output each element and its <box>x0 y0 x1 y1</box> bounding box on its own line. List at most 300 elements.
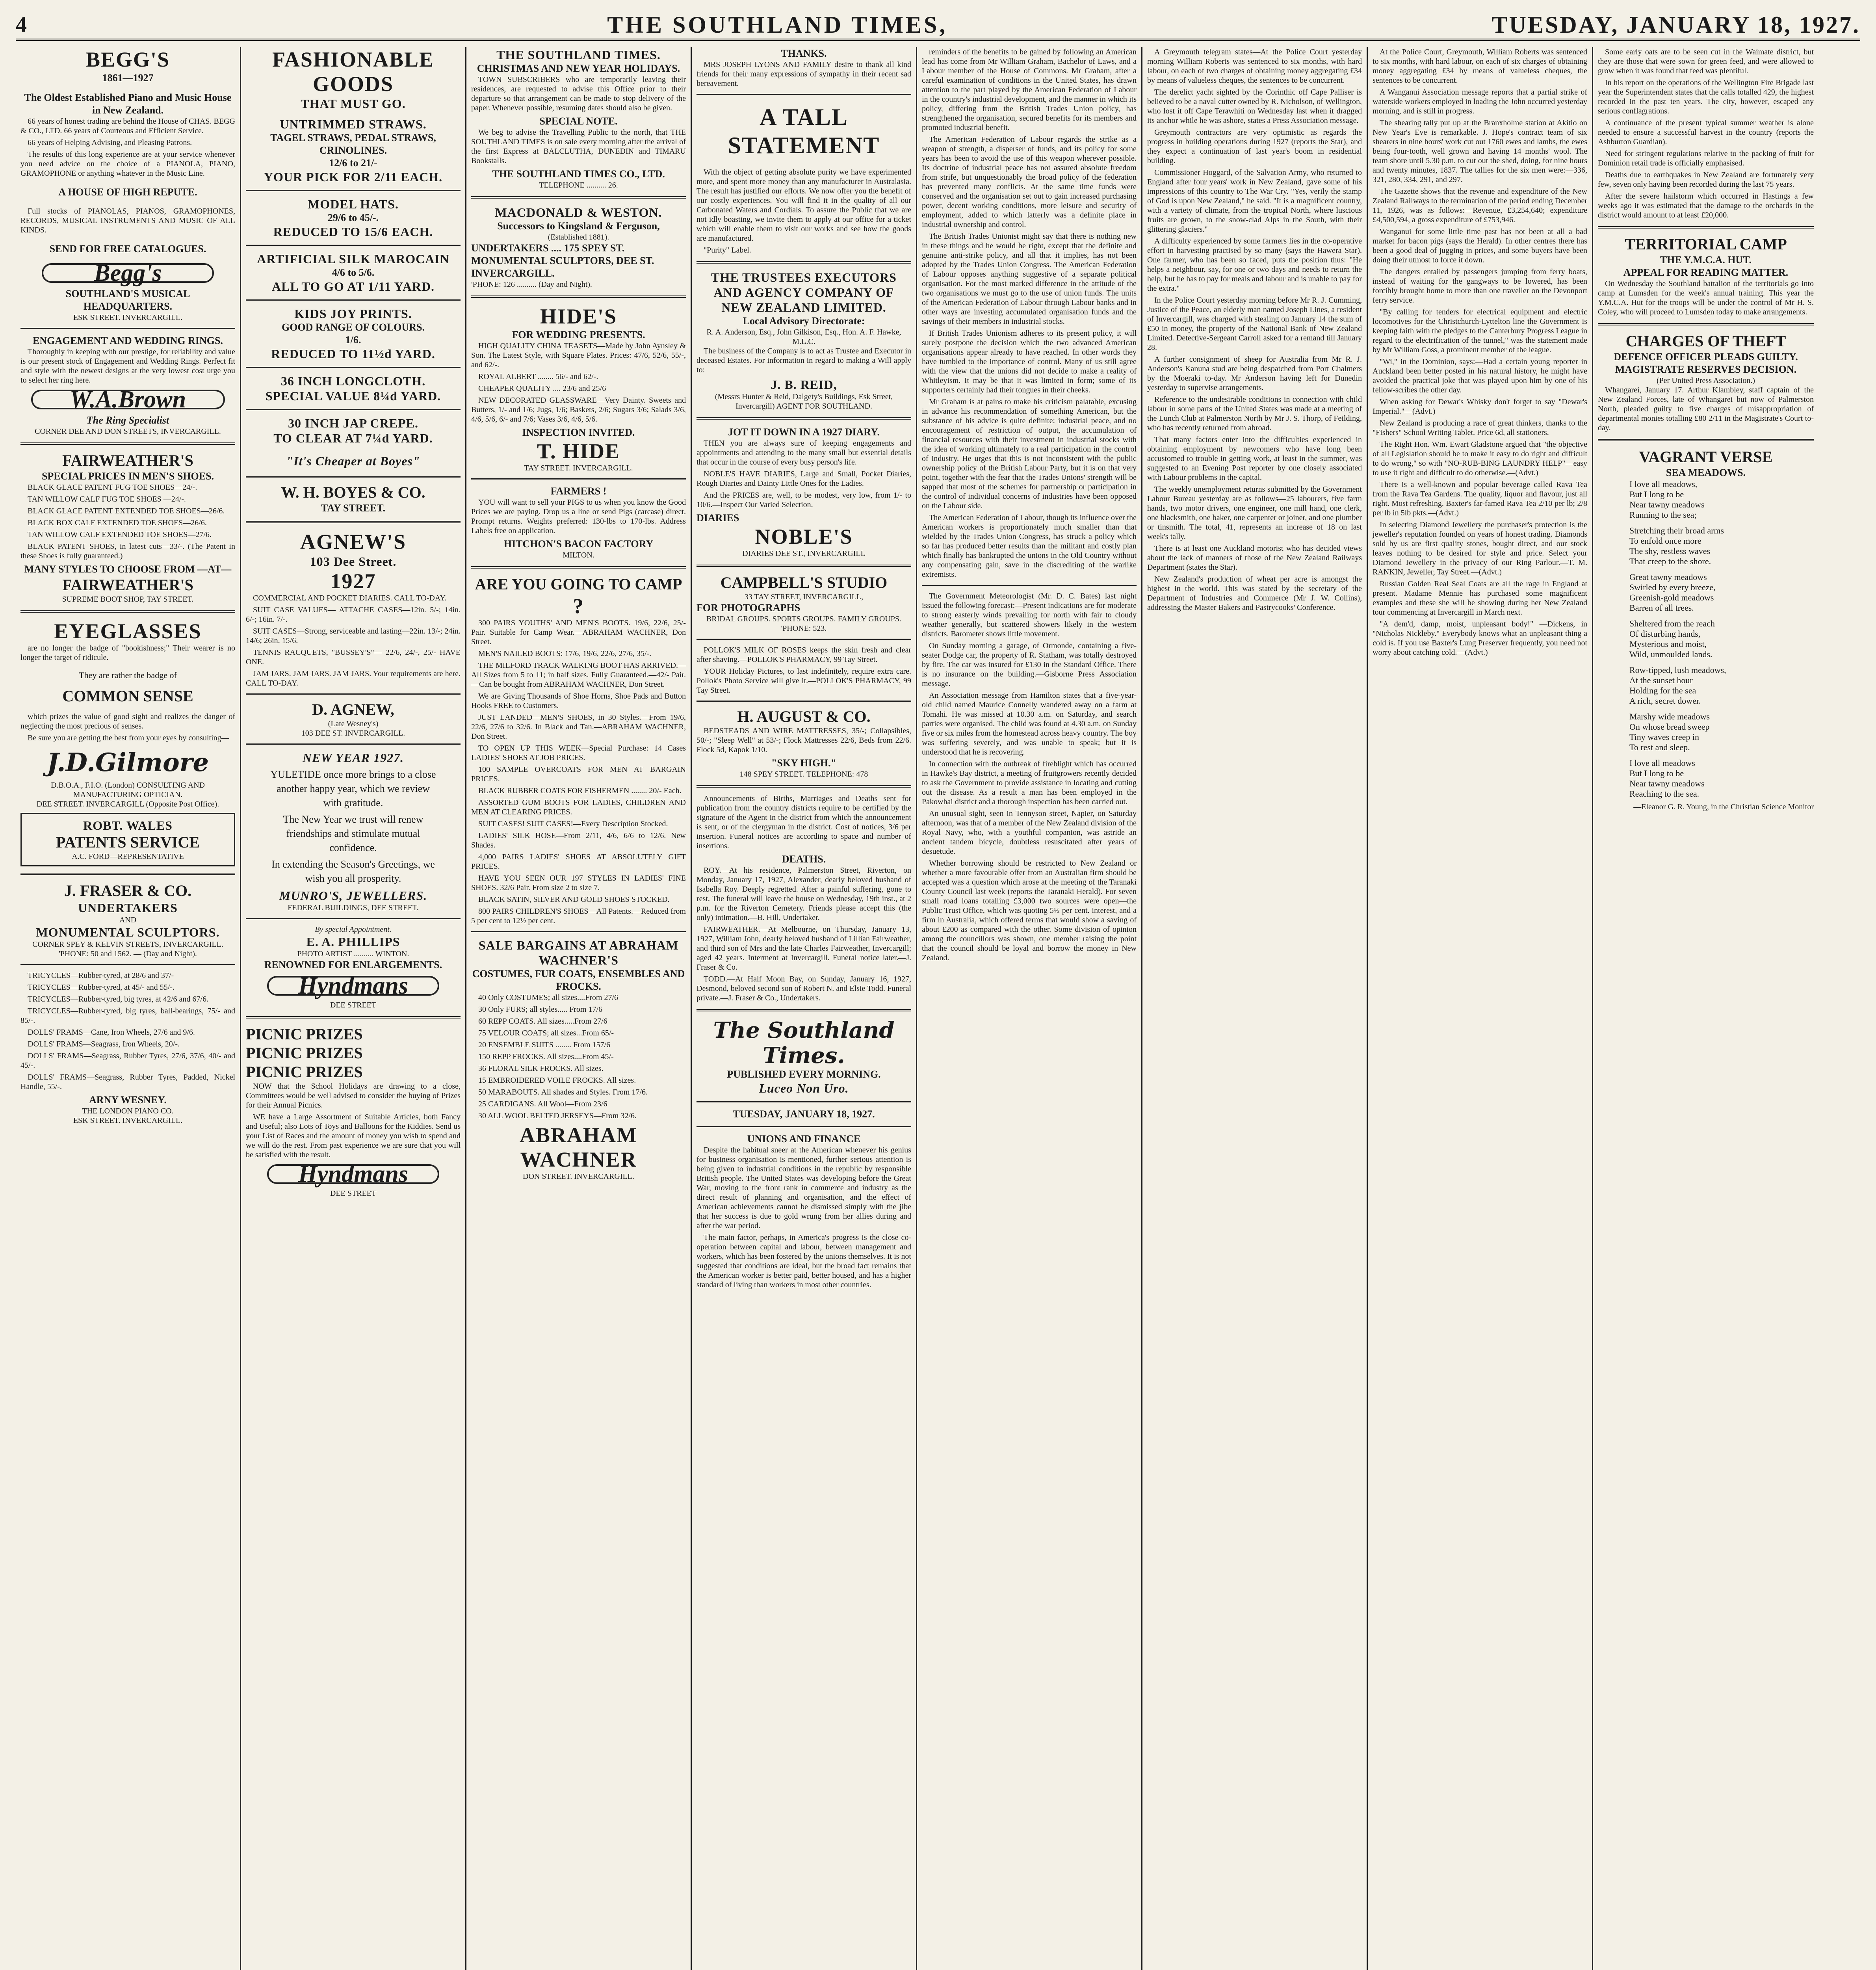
article-text: An unusual sight, seen in Tennyson street, Napier, on Saturday afternoon, was that of a member of the New Zealand division of the Royal Navy, who, with a youthful companion, was astride an ancient tandem bicycle, doubtless resuscitated after years of desuetude. <box>922 809 1137 856</box>
phillips-appointment: By special Appointment. <box>315 925 392 934</box>
wachner-text: THE MILFORD TRACK WALKING BOOT HAS ARRIVED.—All Sizes from 5 to 11; in half sizes. Fully Guaranteed.—42/- Pair.—Can be bought from ABRAHAM WACHNER, Don Street. <box>471 661 686 689</box>
territorial-text: On Wednesday the Southland battalion of the territorials go into camp at Lumsden for the week's annual training. This year the Y.M.C.A. Hut for the troops will be under the control of Mr H. S. Coley, who will proceed to Lumsden today to make arrangements. <box>1598 279 1814 316</box>
august-text: BEDSTEADS AND WIRE MATTRESSES, 35/-; Collapsibles, 50/-; "Sleep Well" at 53/-; Flock Mattresses 22/6, Beds from 22/6. Flock 5d, Kapok 1/10. <box>697 727 911 754</box>
article-text: A continuance of the present typical summer weather is alone needed to ensure a successful harvest in the country (reports the Ashburton Guardian). <box>1598 119 1814 146</box>
boyes-street: TAY STREET. <box>321 502 386 514</box>
model-hats: MODEL HATS. <box>308 197 399 211</box>
fraser-undertakers: UNDERTAKERS <box>78 901 178 915</box>
notice-text: We beg to advise the Travelling Public to the north, that THE SOUTHLAND TIMES is on sale every morning after the arrival of the first Express at BALCLUTHA, DUNEDIN and TIMARU Bookstalls. <box>471 128 686 165</box>
article-text: In connection with the outbreak of fireblight which has occurred in Hawke's Bay district, a meeting of fruitgrowers recently decided to ask the Government to provide assistance in locating and cutting out the disease. As a result a man has been employed in the Pakowhai district and a thorough inspection has been carried out. <box>922 760 1137 806</box>
flag-motto: Luceo Non Uro. <box>759 1081 849 1095</box>
article-text: In his report on the operations of the Wellington Fire Brigade last year the Superintendent states that the calls totalled 429, the highest recorded in the past ten years. The city, however, escaped any serious conflagrations. <box>1598 78 1814 115</box>
death-notice: FAIRWEATHER.—At Melbourne, on Thursday, January 13, 1927, William John, dearly beloved husband of Lillian Fairweather, and third son of Mrs and the late Charles Fairweather, Invercargill; aged 42 years. Interment at Invercargill. Funeral notice later.—J. Fraser & Co. <box>697 925 911 972</box>
list-item: BLACK BOX CALF EXTENDED TOE SHOES—26/6. <box>28 519 207 527</box>
divider <box>20 873 235 875</box>
article-text: Reference to the undesirable conditions in connection with child labour in some parts of the United States was made at a meeting of the Lunch Club at Palmerston North by Mr J. S. Thorp, of Feilding, who has recently returned from abroad. <box>1147 395 1362 432</box>
trustees-sub: Local Advisory Directorate: <box>743 315 865 327</box>
hide-text: HIGH QUALITY CHINA TEASETS—Made by John Aynsley & Son. The Latest Style, with Square Plates. Prices: 47/6, 52/6, 55/-, and 62/-. <box>471 342 686 369</box>
macdonald-est: (Established 1881). <box>548 233 609 242</box>
campbell-for: FOR PHOTOGRAPHS <box>697 602 801 613</box>
hide-text: CHEAPER QUALITY .... 23/6 and 25/6 <box>478 384 606 393</box>
beggs-hq: SOUTHLAND'S MUSICAL HEADQUARTERS. <box>65 288 190 312</box>
poem-line: On whose bread sweep <box>1629 722 1710 732</box>
macdonald-undertakers: UNDERTAKERS .... 175 SPEY ST. <box>471 242 625 254</box>
unions-heading: UNIONS AND FINANCE <box>747 1133 861 1145</box>
article-text: The Government Meteorologist (Mr. D. C. Bates) last night issued the following forecast:—Present indications are for moderate to strong easterly winds prevailing for north with fair to cloudy weather generally, but scattered showers likely in the western districts. Barometer shows little movement. <box>922 592 1137 638</box>
list-item: 25 CARDIGANS. All Wool—From 23/6 <box>478 1100 607 1108</box>
article-text: At the Police Court, Greymouth, William Roberts was sentenced to six months, with hard labour, on each of six charges of obtaining money aggregating £34 by means of valueless cheques, the sentences to be concurrent. <box>1373 48 1587 85</box>
price: 4/6 to 5/6. <box>332 267 375 278</box>
pollok-text: YOUR Holiday Pictures, to last indefinitely, require extra care. Pollok's Photo Service will give it.—POLLOK'S PHARMACY, 99 Tay Street. <box>697 667 911 695</box>
price: 12/6 to 21/- <box>329 157 377 169</box>
list-item: 60 REPP COATS. All sizes.....From 27/6 <box>478 1017 607 1026</box>
poem-line: To enfold once more <box>1629 536 1701 546</box>
article-text: "By calling for tenders for electrical equipment and electric locomotives for the Christchurch-Lyttelton line the Government is keeping faith with the pledges to the Canterbury Progress League in regard to the electrification of the tunnel," was the statement made by Mr William Goss, a prominent member of the league. <box>1373 308 1587 354</box>
farmers-text: YOU will want to sell your PIGS to us when you know the Good Prices we are paying. Drop us a line or send Pigs (carcase) direct. Prompt returns. Weights preferred: 130-lbs to 170-lbs. Address Labels free on application. <box>471 498 686 535</box>
poem-line: Of disturbing hands, <box>1629 629 1701 639</box>
eyeglasses-text-3: which prizes the value of good sight and realizes the danger of neglecting the most precious of senses. <box>20 712 235 730</box>
price: 1/6. <box>345 334 361 346</box>
article-text: The weekly unemployment returns submitted by the Government Labour Bureau yesterday are as follows—25 labourers, five farm hands, two motor drivers, one engineer, one mill hand, one clerk, one blacksmith, one baker, one carpenter or joiner, and one plumber or tinsmith. The total, 41, represents an increase of 18 on last week's tally. <box>1147 485 1362 541</box>
fashionable-sub: THAT MUST GO. <box>301 97 406 111</box>
gilmore-logo: J.D.Gilmore <box>46 748 209 777</box>
trustees-heading: THE TRUSTEES EXECUTORS AND AGENCY COMPANY OF NEW ZEALAND LIMITED. <box>711 270 897 314</box>
dagnew-address: 103 DEE ST. INVERCARGILL. <box>301 729 405 738</box>
divider <box>20 442 235 445</box>
fairweather-name: FAIRWEATHER'S <box>62 576 193 594</box>
deaths-heading: DEATHS. <box>782 853 826 865</box>
wachner-text: BLACK SATIN, SILVER AND GOLD SHOES STOCKED. <box>478 895 670 904</box>
tall-end: "Purity" Label. <box>704 246 751 255</box>
fairweather-list <box>20 483 235 561</box>
beggs-text-2: 66 years of Helping Advising, and Pleasing Patrons. <box>28 138 192 147</box>
death-notice: TODD.—At Half Moon Bay, on Sunday, January 16, 1927, Desmond, beloved second son of Robert N. and Elsie Todd. Funeral private.—J. Fraser & Co., Undertakers. <box>697 975 911 1002</box>
divider <box>20 328 235 329</box>
flag-published: PUBLISHED EVERY MORNING. <box>727 1069 881 1080</box>
picnic-text: NOW that the School Holidays are drawing to a close, Committees would be well advised to consider the buying of Prizes for their Annual Picnics. <box>246 1082 461 1110</box>
poem-line: But I long to be <box>1629 489 1684 499</box>
article-text: Some early oats are to be seen cut in the Waimate district, but they are those that were sown for green feed, and were allowed to grow when it was found that feed was plentiful. <box>1598 48 1814 75</box>
list-item: 30 Only FURS; all styles..... From 17/6 <box>478 1005 603 1014</box>
beggs-text-1: 66 years of honest trading are behind the House of CHAS. BEGG & CO., LTD. 66 years of Courteous and Efficient Service. <box>20 117 235 135</box>
phillips-sub: PHOTO ARTIST .......... WINTON. <box>297 950 409 958</box>
agnew-heading: AGNEW'S <box>300 530 407 554</box>
article-text: A Wanganui Association message reports that a partial strike of waterside workers employed in loading the John occurred yesterday morning, and is still in progress. <box>1373 88 1587 115</box>
wales-service: PATENTS SERVICE <box>56 833 200 851</box>
piano-co: THE LONDON PIANO CO. <box>82 1107 174 1115</box>
picnic-heading: PICNIC PRIZES <box>246 1025 363 1043</box>
agnew-text: COMMERCIAL AND POCKET DIARIES. CALL TO-DAY. <box>253 594 447 602</box>
theft-sub-2: MAGISTRATE RESERVES DECISION. <box>1615 364 1797 375</box>
august-heading: H. AUGUST & CO. <box>737 708 871 725</box>
poem-line: Row-tipped, lush meadows, <box>1629 665 1726 675</box>
phillips-renowned: RENOWNED FOR ENLARGEMENTS. <box>264 959 442 970</box>
august-sky: "SKY HIGH." <box>771 757 837 769</box>
poem-line <box>1629 706 1814 712</box>
sale-sub: COSTUMES, FUR COATS, ENSEMBLES AND FROCKS. <box>472 968 685 992</box>
list-item: TRICYCLES—Rubber-tyred, big tyres, at 42/6 and 67/6. <box>28 995 208 1004</box>
st-company: THE SOUTHLAND TIMES CO., LTD. <box>492 168 665 180</box>
death-notice: ROY.—At his residence, Palmerston Street, Riverton, on Monday, January 17, 1927, Alexander, dearly beloved husband of Isabella Roy. Deeply regretted. After a painful suffering, gone to rest. The funeral will leave the house on Wednesday, 19th inst., at 2 p.m. for the Riverton Cemetery. Friends please accept this (the only) intimation.—B. Hill, Undertaker. <box>697 866 911 922</box>
flag-name: The Southland Times. <box>713 1017 895 1069</box>
hide-heading: HIDE'S <box>540 305 617 328</box>
list-item: 40 Only COSTUMES; all sizes....From 27/6 <box>478 993 619 1002</box>
wachner-text: ASSORTED GUM BOOTS FOR LADIES, CHILDREN AND MEN AT CLEARING PRICES. <box>471 798 686 816</box>
article-text: The American Federation of Labour regards the strike as a weapon of strength, a disperser of funds, and its policy for some years has been to avoid the use of this weapon wherever possible. Its doctrine of industrial peace has not assured absolute freedom from strife, but unquestionably the broad policy of the federation has prevented many conflicts. At the same time funds were conserved and the organisation set out to gain increased purchasing power, decent working conditions, more leisure and security of employment, added to which latterly was a definite place in industrial ownership and control. <box>922 135 1137 229</box>
article-text: That many factors enter into the difficulties experienced in obtaining employment by newcomers who have long been accustomed to trouble in getting work, at least in the summer, was suggested to an Evening Post reporter by one closely associated with Labour problems in the capital. <box>1147 435 1362 482</box>
article-text: The British Trades Unionist might say that there is nothing new in these things and he would be right, except that the definite and genuine anti-strike policy, and all that it implies, has not been adopted by the Trades Union Congress. The American Federation of Labour opposes anything suggestive of a separate political organisation. For the most marked difference in the attitude of the two organisations we must go to the use of union funds. The units of the American Federation of Labour through Labour banks and in other ways are investing accumulated organisation funds and the savings of their members in industrial stocks. <box>922 232 1137 326</box>
article-text: In the Police Court yesterday morning before Mr R. J. Cumming, Justice of the Peace, an elderly man named Joseph Lines, a resident of Invercargill, was charged with stealing on January 14 the sum of £50 in money, the property of the National Bank of New Zealand Limited. Detective-Sergeant Carroll asked for a remand till January 28. <box>1147 296 1362 352</box>
beggs-house: A HOUSE OF HIGH REPUTE. <box>58 186 197 198</box>
unions-text: Despite the habitual sneer at the American whenever his genius for business organisation is mentioned, further serious attention is being given to industrial conditions in the republic by responsible British people. The United States was developing before the Great War, moving to the front rank in commerce and industry as the direct result of planning and organisation, and the effect of American achievements cannot be dismissed simply with the jibe that her success is due to gold wrung from her allies during and after the war period. <box>697 1146 911 1230</box>
divider <box>20 964 235 965</box>
fraser-heading: J. FRASER & CO. <box>64 882 192 900</box>
column-6 <box>1142 47 1368 1970</box>
poem-line <box>1629 520 1814 526</box>
thanks-text: MRS JOSEPH LYONS AND FAMILY desire to thank all kind friends for their many expressions of sympathy in their recent sad bereavement. <box>697 60 911 88</box>
poem-line: Near tawny meadows <box>1629 779 1705 788</box>
vagrant-author: —Eleanor G. R. Young, in the Christian Science Monitor <box>1633 803 1814 811</box>
fraser-and: AND <box>119 916 137 924</box>
poem-line <box>1629 567 1814 572</box>
article-text: Russian Golden Real Seal Coats are all the rage in England at present. Madame Mennie has purchased some magnificent examples and these she will be showing during her New Zealand tour commencing at Invercargill in March next. <box>1373 580 1587 617</box>
poem-line: Tiny waves creep in <box>1629 732 1699 742</box>
vagrant-heading: VAGRANT VERSE <box>1639 448 1773 466</box>
silk: ARTIFICIAL SILK MAROCAIN <box>257 252 449 266</box>
poem-line: I love all meadows, <box>1629 479 1698 489</box>
fashionable-heading: FASHIONABLE GOODS <box>272 48 435 96</box>
colours: GOOD RANGE OF COLOURS. <box>281 322 425 333</box>
poem-line: Greenish-gold meadows <box>1629 593 1714 602</box>
fraser-address: CORNER SPEY & KELVIN STREETS, INVERCARGILL. <box>32 940 223 949</box>
hyndmans-street: DEE STREET <box>330 1189 377 1198</box>
diaries-text: NOBLE'S HAVE DIARIES, Large and Small, Pocket Diaries, Rough Diaries and Dainty Little Ones for the Ladies. <box>697 470 911 488</box>
wachner-text: SUIT CASES! SUIT CASES!—Every Description Stocked. <box>478 820 668 828</box>
list-item: 36 FLORAL SILK FROCKS. All sizes. <box>478 1064 604 1073</box>
boyes-name: W. H. BOYES & CO. <box>281 483 425 501</box>
list-item: BLACK GLACE PATENT EXTENDED TOE SHOES—26/6. <box>28 507 225 515</box>
fairweather-many: MANY STYLES TO CHOOSE FROM —AT— <box>24 563 232 575</box>
brown-logo: W.A.Brown <box>31 390 225 409</box>
column-5 <box>917 47 1142 1970</box>
article-text: reminders of the benefits to be gained by following an American lead has come from Mr William Graham, Bachelor of Laws, and a Labour member of the House of Commons. Mr Graham, after a careful examination of conditions in the United States, has drawn attention to the part played by the American Federation of Labour in the country's industrial development, and the manner in which its policy, differing from the British Trades Union policy, has strengthened the organisation, secured benefits for its members and promoted industrial benefit. <box>922 48 1137 132</box>
trustees-names: R. A. Anderson, Esq., John Gilkison, Esq., Hon. A. F. Hawke, M.L.C. <box>706 328 901 346</box>
special-value: SPECIAL VALUE 8¼d YARD. <box>265 389 441 403</box>
campbell-address: 33 TAY STREET, INVERCARGILL, <box>744 593 864 601</box>
agnew-year: 1927 <box>330 569 376 593</box>
piano-address: ESK STREET. INVERCARGILL. <box>73 1116 183 1125</box>
column-1 <box>16 47 241 1970</box>
reduced: REDUCED TO 11½d YARD. <box>271 347 435 361</box>
fraser-phone: 'PHONE: 50 and 1562. — (Day and Night). <box>59 950 197 958</box>
list-item: 20 ENSEMBLE SUITS ........ From 157/6 <box>478 1041 611 1049</box>
tall-heading: A TALL STATEMENT <box>728 104 880 158</box>
diaries-word: DIARIES <box>697 512 739 524</box>
paper-name: THE SOUTHLAND TIMES, <box>607 11 948 38</box>
eyeglasses-text-1: are no longer the badge of "bookishness;" Their wearer is no longer the target of ridicule. <box>20 644 235 662</box>
brown-address: CORNER DEE AND DON STREETS, INVERCARGILL. <box>35 427 221 436</box>
new-year-heading: NEW YEAR 1927. <box>302 751 404 765</box>
poem-line: Near tawny meadows <box>1629 500 1705 509</box>
article-text: Whether borrowing should be restricted to New Zealand or whether a more favourable offer from an Australian firm should be accepted was a question which arose at the meeting of the Taranaki County Council last week (reports the Taranaki Herald). For seven small road loans totalling £3,000 two sources were open—the Public Trust Office, which was quoting 5½ per cent. interest, and a firm in Australia, which offered terms that would show a saving of about £200 as compared with the other. Some division of opinion among the councillors was shown, one member raising the point that the council should be loyal and borrow the money in New Zealand. <box>922 859 1137 962</box>
issue-date: TUESDAY, JANUARY 18, 1927. <box>1492 11 1860 38</box>
poem-line: A rich, secret dower. <box>1629 696 1701 706</box>
st-telephone: TELEPHONE .......... 26. <box>539 181 618 190</box>
flag-date: TUESDAY, JANUARY 18, 1927. <box>733 1108 875 1120</box>
article-text: When asking for Dewar's Whisky don't forget to say "Dewar's Imperial."—(Advt.) <box>1373 398 1587 416</box>
wachner-text: MEN'S NAILED BOOTS: 17/6, 19/6, 22/6, 27/6, 35/-. <box>478 649 652 658</box>
poem-line <box>1629 613 1814 619</box>
poem-line: Barren of all trees. <box>1629 603 1694 613</box>
list-item: TAN WILLOW CALF EXTENDED TOE SHOES—27/6. <box>28 530 212 539</box>
sale-heading: SALE BARGAINS AT ABRAHAM WACHNER'S <box>478 938 679 967</box>
poem-line: To rest and sleep. <box>1629 742 1690 752</box>
list-item: TRICYCLES—Rubber-tyred, at 45/- and 55/-. <box>28 983 175 992</box>
article-text: The Gazette shows that the revenue and expenditure of the New Zealand Railways to the termination of the period ending December 11, 1926, was as follows:—Revenue, £3,254,640; expenditure £4,500,594, a gross expenditure of £753,946. <box>1373 187 1587 224</box>
sale-list <box>471 993 686 1121</box>
thanks-heading: THANKS. <box>781 48 827 59</box>
agnew-text: SUIT CASES—Strong, serviceable and lasting—22in. 13/-; 24in. 14/6; 26in. 15/6. <box>246 627 461 645</box>
gilmore-address: DEE STREET. INVERCARGILL (Opposite Post Office). <box>36 800 219 808</box>
kids-prints: KIDS JOY PRINTS. <box>294 307 412 321</box>
eyeglasses-heading: EYEGLASSES <box>54 619 202 643</box>
poem-line: Sheltered from the reach <box>1629 619 1715 628</box>
theft-text: Whangarei, January 17. Arthur Klambley, staff captain of the New Zealand Forces, late of Whangarei but now of Palmerston North, pleaded guilty to five charges of misappropriation of departmental monies totalling £80 2/11 in the Magistrate's Court to-day. <box>1598 386 1814 432</box>
agnew-text: JAM JARS. JAM JARS. JAM JARS. Your requirements are here. CALL TO-DAY. <box>246 669 461 688</box>
announcements-text: Announcements of Births, Marriages and Deaths sent for publication from the country districts require to be certified by the signature of the Agent in the district from which the announcement is sent, or of the clergyman in the district. Cost of notices, 3/6 per insertion. Funeral notices are according to space and number of insertions. <box>697 794 911 850</box>
fairweather-supreme: SUPREME BOOT SHOP, TAY STREET. <box>62 595 194 604</box>
thide-name: T. HIDE <box>537 439 620 463</box>
beggs-logo: Begg's <box>42 263 214 283</box>
article-text: New Zealand's production of wheat per acre is amongst the highest in the world. This was stated by the secretary of the Department of Industries and Commerce (Mr J. W. Collins), addressing the Master Bakers and Pastrycooks' Conference. <box>1147 575 1362 612</box>
camp-question: ? <box>573 594 584 618</box>
munro-name: MUNRO'S, JEWELLERS. <box>279 888 427 903</box>
eyeglasses-text-2: They are rather the badge of <box>79 670 177 680</box>
nobles-address: DIARIES DEE ST., INVERCARGILL <box>742 549 866 558</box>
tall-text: With the object of getting absolute purity we have experimented more, and spent more money than any manufacturer in Australasia. The result has justified our efforts. We now offer you the benefit of our costly experiences. You will find it in the quality of all our Carbonated Waters and Cordials. To assure the Public that we are not idly boasting, we invite them to apply at our office for a ticket which will enable them to visit our works and see how the goods are manufactured. <box>697 168 911 243</box>
munro-address: FEDERAL BUILDINGS, DEE STREET. <box>288 903 419 912</box>
list-item: 75 VELOUR COATS; all sizes...From 65/- <box>478 1029 614 1037</box>
wachner-text: 800 PAIRS CHILDREN'S SHOES—All Patents.—Reduced from 5 per cent to 12½ per cent. <box>471 907 686 925</box>
wachner-text: LADIES' SILK HOSE—From 2/11, 4/6, 6/6 to 12/6. New Shades. <box>471 831 686 849</box>
macdonald-heading: MACDONALD & WESTON. <box>495 205 662 219</box>
poem-line: Mysterious and moist, <box>1629 639 1707 649</box>
trustees-text: The business of the Company is to act as Trustee and Executor in deceased Estates. For information in regard to making a Will apply to: <box>697 347 911 374</box>
agnew-text: TENNIS RACQUETS, "BUSSEY'S"— 22/6, 24/-, 25/- HAVE ONE. <box>246 648 461 666</box>
article-text: Commissioner Hoggard, of the Salvation Army, who returned to England after four years' work in New Zealand, gave some of his impressions of this country to The War Cry. "Yes, verily the stamp of God is upon New Zealand," he said. "It is a magnificent country, with a variety of climate, from the tropical North, where luscious fruits are grown, to the snow-clad Alps in the South, with their glittering glaciers." <box>1147 168 1362 234</box>
camp-heading: ARE YOU GOING TO CAMP <box>475 575 682 593</box>
milton: MILTON. <box>563 551 594 559</box>
list-item: DOLLS' FRAMS—Cane, Iron Wheels, 27/6 and 9/6. <box>28 1028 195 1037</box>
poem-line: The shy, restless waves <box>1629 546 1711 556</box>
wachner-text: HAVE YOU SEEN OUR 197 STYLES IN LADIES' FINE SHOES. 32/6 Pair. From size 2 to size 7. <box>471 874 686 892</box>
vagrant-title: SEA MEADOWS. <box>1666 467 1746 478</box>
masthead <box>16 11 1860 41</box>
list-item: 30 ALL WOOL BELTED JERSEYS—From 32/6. <box>478 1111 637 1120</box>
poem-line: Great tawny meadows <box>1629 572 1707 582</box>
hyndmans-logo: Hyndmans <box>267 976 440 996</box>
column-3 <box>466 47 692 1970</box>
hide-inspection: INSPECTION INVITED. <box>522 427 635 438</box>
campbell-phone: 'PHONE: 523. <box>781 624 827 633</box>
list-item: DOLLS' FRAMS—Seagrass, Iron Wheels, 20/-. <box>28 1040 180 1048</box>
divider <box>20 610 235 613</box>
nobles-name: NOBLE'S <box>755 525 853 548</box>
wachner-text: TO OPEN UP THIS WEEK—Special Purchase: 14 Cases LADIES' SHOES AT JOB PRICES. <box>471 744 686 762</box>
poem-line: Marshy wide meadows <box>1629 712 1710 721</box>
article-text: The shearing tally put up at the Branxholme station at Akitio on New Year's Eve is remarkable. J. Hope's contract team of six shearers in nine hours' work cut out 1760 ewes and lambs, the ewes being four-tooth, well grown and having 14 months' wool. The team shore until 5.30 p.m. to cut out the shed, doing, for nine hours and twenty minutes, 1837. The tallies for the six men were:—336, 321, 280, 334, 291, and 297. <box>1373 119 1587 184</box>
list-item: 50 MARABOUTS. All shades and Styles. From 17/6. <box>478 1088 648 1097</box>
picnic-heading: PICNIC PRIZES <box>246 1063 363 1081</box>
tagel: TAGEL STRAWS, PEDAL STRAWS, CRINOLINES. <box>270 132 436 156</box>
territorial-sub: THE Y.M.C.A. HUT. <box>1660 254 1752 266</box>
st-heading: THE SOUTHLAND TIMES. <box>496 48 661 62</box>
list-item: TAN WILLOW CALF FUG TOE SHOES —24/-. <box>28 495 186 504</box>
list-item: BLACK PATENT SHOES, in latest cuts—33/-. (The Patent in these Shoes is fully guaranteed.) <box>20 542 235 560</box>
brown-sub: The Ring Specialist <box>86 414 169 426</box>
fraser-sculptors: MONUMENTAL SCULPTORS. <box>36 925 220 939</box>
yuletide-text: YULETIDE once more brings to a close another happy year, which we review with gratitude. <box>270 769 436 808</box>
column-7 <box>1368 47 1593 1970</box>
dagnew-name: D. AGNEW, <box>312 701 394 718</box>
column-8 <box>1593 47 1818 1970</box>
article-text: Need for stringent regulations relative to the packing of fruit for Dominion retail trade is officially emphasised. <box>1598 149 1814 167</box>
abraham-address: DON STREET. INVERCARGILL. <box>523 1172 634 1181</box>
article-text: New Zealand is producing a race of great thinkers, thanks to the "Fishers" School Writing Tablet. Price 6d, all stationers. <box>1373 419 1587 437</box>
campbell-items: BRIDAL GROUPS. SPORTS GROUPS. FAMILY GROUPS. <box>706 615 902 623</box>
column-2 <box>241 47 466 1970</box>
agnew-text: SUIT CASE VALUES— ATTACHE CASES—12in. 5/-; 14in. 6/-; 16in. 7/-. <box>246 606 461 624</box>
poem-line: Holding for the sea <box>1629 686 1696 695</box>
august-address: 148 SPEY STREET. TELEPHONE: 478 <box>739 770 868 779</box>
hyndmans-street: DEE STREET <box>330 1001 377 1009</box>
hyndmans-logo: Hyndmans <box>267 1164 440 1184</box>
picnic-heading: PICNIC PRIZES <box>246 1044 363 1062</box>
poem-line: Running to the sea; <box>1629 510 1697 520</box>
beggs-text-3: The results of this long experience are at your service whenever you need advice on the choice of a PIANOLA, PIANO, GRAMOPHONE or anything whatever in the Music Line. <box>20 150 235 178</box>
agnew-address: 103 Dee Street. <box>310 554 397 569</box>
vagrant-poem <box>1598 479 1814 799</box>
picnic-text: WE have a Large Assortment of Suitable Articles, both Fancy and Useful; also Lots of Toys and Balloons for the Kiddies. Send us your List of Races and the amount of money you wish to spend and we will do the rest. From past experience we are sure that you will be satisfied with the result. <box>246 1113 461 1159</box>
article-text: Greymouth contractors are very optimistic as regards the progress in building operations during 1927 (reports the Star), and they expect a continuation of last year's boom in residential building. <box>1147 128 1362 165</box>
eyeglasses-common: COMMON SENSE <box>62 687 193 705</box>
theft-sub: DEFENCE OFFICER PLEADS GUILTY. <box>1614 351 1798 362</box>
article-text: Mr Graham is at pains to make his criticism palatable, excusing in advance his recommendation of something American, but the substance of his advice is quite definite: industrial peace, and no encouragement of restriction of output, the accumulation of financial resources with their investment in industrial stocks with the idea of working ultimately to a real participation in the control of industry. He urges that this is not inconsistent with the public ownership policy of the British Labour Party, but it is on that very point, together with the fear that the Trades Unions' strength will be sapped that most of the schemes for partnership or participation in the control of individual concerns of industries have been opposed on the Labour side. <box>922 398 1137 510</box>
to-clear: TO CLEAR AT 7¼d YARD. <box>273 431 433 445</box>
wachner-text: We are Giving Thousands of Shoe Horns, Shoe Pads and Button Hooks FREE to Customers. <box>471 692 686 710</box>
theft-heading: CHARGES OF THEFT <box>1625 332 1786 350</box>
territorial-appeal: APPEAL FOR READING MATTER. <box>1623 267 1789 278</box>
beggs-address: ESK STREET. INVERCARGILL. <box>73 313 183 322</box>
article-text: After the severe hailstorm which occurred in Hastings a few weeks ago it was estimated that the damage to the orchards in the district would amount to at least £20,000. <box>1598 192 1814 219</box>
longcloth: 36 INCH LONGCLOTH. <box>280 374 426 388</box>
poem-line: Stretching their broad arms <box>1629 526 1724 535</box>
price: 29/6 to 45/-. <box>327 212 379 223</box>
article-text: The Right Hon. Wm. Ewart Gladstone argued that "the objective of all Legislation should be to make it easy to do right and difficult to do wrong," so with "NO-RUB-BING LAUNDRY HELP"—easy to use it right and difficult to do otherwise.—(Advt.) <box>1373 440 1587 477</box>
diaries-text: And the PRICES are, well, to be modest, very low, from 1/- to 10/6.—Inspect Our Varied Selection. <box>697 491 911 509</box>
beggs-stock: Full stocks of PIANOLAS, PIANOS, GRAMOPHONES, RECORDS, MUSICAL INSTRUMENTS AND MUSIC OF ALL KINDS. <box>20 207 235 234</box>
article-text: If British Trades Unionism adheres to its present policy, it will surely postpone the decision which the two advanced American organisations appear already to have reached. In other words they have tumbled to the importance of control. Many of us still agree with the view that the unions did not decide to make a reality of Whitleyism. It may be that it was limited in form; some of its supporters certainly had their tongues in their cheeks. <box>922 329 1137 394</box>
brown-text: Thoroughly in keeping with our prestige, for reliability and value is our present stock of Engagement and Wedding Rings. Perfect fit and style with the newest designs at the very lowest cost urge you to select her ring here. <box>20 348 235 385</box>
page-number: 4 <box>16 13 27 37</box>
poem-line: But I long to be <box>1629 768 1684 778</box>
st-text: TOWN SUBSCRIBERS who are temporarily leaving their residences, are requested to advise this Office prior to their departure so that arrangement can be made to stop delivery of the paper. Whenever possible, resuming dates should also be given. <box>471 75 686 112</box>
macdonald-monumental: MONUMENTAL SCULPTORS, DEE ST. INVERCARGILL. <box>471 255 654 279</box>
article-text: A further consignment of sheep for Australia from Mr R. J. Anderson's Kanuna stud are being despatched from Port Chalmers by the Moeraki to-day. Mr Anderson having left for Dunedin yesterday to supervise arrangements. <box>1147 355 1362 392</box>
wales-name: ROBT. WALES <box>83 818 173 833</box>
article-text: The American Federation of Labour, though its influence over the American workers is proportionately much smaller than that wielded by the Trades Union Congress, has struck a policy which so far has produced better results than the militant and costly plan which finally has bankrupted the unions in the Old Country without any compensating gain, save in the discrediting of the warlike extremists. <box>922 513 1137 579</box>
beggs-send: SEND FOR FREE CATALOGUES. <box>49 243 206 255</box>
tricycle-list <box>20 971 235 1091</box>
farmers-heading: FARMERS ! <box>550 485 607 497</box>
phillips-name: E. A. PHILLIPS <box>306 935 400 949</box>
straws: UNTRIMMED STRAWS. <box>280 117 427 131</box>
diaries-heading: JOT IT DOWN IN A 1927 DIARY. <box>728 426 880 438</box>
article-text: Wanganui for some little time past has not been at all a bad market for bacon pigs (says the Herald). In other centres there has been a good deal of jugging in prices, and some buyers have been doing their utmost to force it down. <box>1373 227 1587 264</box>
article-text: The dangers entailed by passengers jumping from ferry boats, instead of waiting for the gangways to be lowered, has been forcibly brought home to more than one traveller on the Devonport ferry service. <box>1373 268 1587 305</box>
wachner-text: JUST LANDED—MEN'S SHOES, in 30 Styles.—From 19/6, 22/6, 27/6 to 32/6. In Black and Tan.—ABRAHAM WACHNER, Don Street. <box>471 713 686 741</box>
list-item: 15 EMBROIDERED VOILE FROCKS. All sizes. <box>478 1076 636 1085</box>
beggs-years: 1861—1927 <box>102 72 154 84</box>
all-to-go: ALL TO GO AT 1/11 YARD. <box>271 279 435 294</box>
article-text: "Wi," in the Dominion, says:—Had a certain young reporter in Auckland been better posted in his natural history, he might have avoided the practical joke that was played upon him by one of his fellow-scribes the other day. <box>1373 357 1587 394</box>
article-text: A difficulty experienced by some farmers lies in the co-operative effort in harvesting practised by so many (says the Hawera Star). One farmer, who has been so faced, puts the position thus: "He helps a neighbour, say, for one or two days and needs to return the help, but he has to pay for meals and labour and is unable to pay for the extra." <box>1147 237 1362 293</box>
poem-line: Reaching to the sea. <box>1629 789 1700 799</box>
macdonald-phone: 'PHONE: 126 .......... (Day and Night). <box>471 280 592 289</box>
gilmore-credentials: D.B.O.A., F.I.O. (London) CONSULTING AND MANUFACTURING OPTICIAN. <box>51 781 205 799</box>
list-item: TRICYCLES—Rubber-tyred, at 28/6 and 37/- <box>28 971 174 980</box>
article-text: On Sunday morning a garage, of Ormonde, containing a five-seater Dodge car, the property of R. Statham, was totally destroyed by fire. The car was insured for £130 in the Standard Office. There is no insurance on the building.—Gisborne Press Association message. <box>922 641 1137 688</box>
dagnew-late: (Late Wesney's) <box>328 719 379 728</box>
yuletide-text: The New Year we trust will renew friendships and stimulate mutual confidence. <box>283 814 423 853</box>
pick: YOUR PICK FOR 2/11 EACH. <box>264 170 443 184</box>
wachner-text: 300 PAIRS YOUTHS' AND MEN'S BOOTS. 19/6, 22/6, 25/- Pair. Suitable for Camp Wear.—ABRAHAM WACHNER, Don Street. <box>471 619 686 646</box>
wales-rep: A.C. FORD—REPRESENTATIVE <box>72 852 184 861</box>
thide-address: TAY STREET. INVERCARGILL. <box>524 464 633 472</box>
macdonald-sub: Successors to Kingsland & Ferguson, <box>497 220 660 232</box>
hide-text: ROYAL ALBERT ........ 56/- and 62/-. <box>478 372 598 381</box>
poem-line: That creep to the shore. <box>1629 556 1711 566</box>
beggs-title: BEGG'S <box>85 48 170 71</box>
unions-text: The main factor, perhaps, in America's progress is the close co-operation between capital and labour, between management and workers, which has been fostered by the unions themselves. It is not suggested that conditions are ideal, but the broad fact remains that the American worker is better paid, better housed, and has a higher standard of living than workers in most other countries. <box>697 1233 911 1289</box>
brown-heading: ENGAGEMENT AND WEDDING RINGS. <box>32 335 223 346</box>
article-text: There is a well-known and popular beverage called Rava Tea from the Rava Tea Gardens. The quality, liquor and flavour, just all right. Most refreshing. Baxter's far-famed Rava Tea 2/10 per lb; 2/8 per lb in 5lb pkts.—(Advt.) <box>1373 480 1587 517</box>
bacon-factory: HITCHON'S BACON FACTORY <box>503 538 654 550</box>
list-item: DOLLS' FRAMS—Seagrass, Rubber Tyres, 27/6, 37/6, 40/- and 45/-. <box>20 1052 235 1070</box>
notice-heading: SPECIAL NOTE. <box>539 115 618 127</box>
reid-name: J. B. REID, <box>771 377 837 392</box>
reid-sub: (Messrs Hunter & Reid, Dalgety's Buildings, Esk Street, Invercargill) AGENT FOR SOUTHLAND. <box>715 392 893 411</box>
territorial-heading: TERRITORIAL CAMP <box>1625 235 1787 253</box>
theft-press: (Per United Press Association.) <box>1657 376 1755 385</box>
list-item: TRICYCLES—Rubber-tyred, big tyres, ball-bearings, 75/- and 85/-. <box>20 1007 235 1025</box>
fairweather-heading: FAIRWEATHER'S <box>62 452 193 469</box>
article-text: The derelict yacht sighted by the Corinthic off Cape Palliser is believed to be a naval cutter owned by R. Nicholson, of Wellington, who lost it off Cape Terawhiti on Wednesday last when it dragged its anchor while he was ashore, states a Press Association message. <box>1147 88 1362 125</box>
article-text: An Association message from Hamilton states that a five-year-old child named Maurice Connelly wandered away on a farm at Tomahi. He was missed at 10.30 a.m. on Saturday, and search parties were organised. The child was found at 4.30 a.m. on Sunday five or six miles from the homestead across heavy country. The boy was suffering severely, and was unable to speak; but it is understood that he is recovering. <box>922 691 1137 756</box>
wachner-text: 100 SAMPLE OVERCOATS FOR MEN AT BARGAIN PRICES. <box>471 765 686 783</box>
campbell-heading: CAMPBELL'S STUDIO <box>720 574 888 591</box>
poem-line: I love all meadows <box>1629 758 1695 768</box>
reduced: REDUCED TO 15/6 EACH. <box>273 225 433 239</box>
column-4 <box>692 47 917 1970</box>
article-text: A Greymouth telegram states—At the Police Court yesterday morning William Roberts was sentenced to six months, with hard labour, on each of two charges of obtaining money aggregating £34 by means of valueless cheques, the sentences to be concurrent. <box>1147 48 1362 85</box>
poem-line: Wild, unmoulded lands. <box>1629 649 1713 659</box>
st-sub: CHRISTMAS AND NEW YEAR HOLIDAYS. <box>477 63 680 74</box>
fairweather-sub: SPECIAL PRICES IN MEN'S SHOES. <box>41 470 214 482</box>
article-text: Deaths due to earthquakes in New Zealand are fortunately very few, seven only having been recorded during the last 75 years. <box>1598 171 1814 189</box>
newspaper-columns <box>16 47 1860 1970</box>
list-item: 150 REPP FROCKS. All sizes....From 45/- <box>478 1052 614 1061</box>
